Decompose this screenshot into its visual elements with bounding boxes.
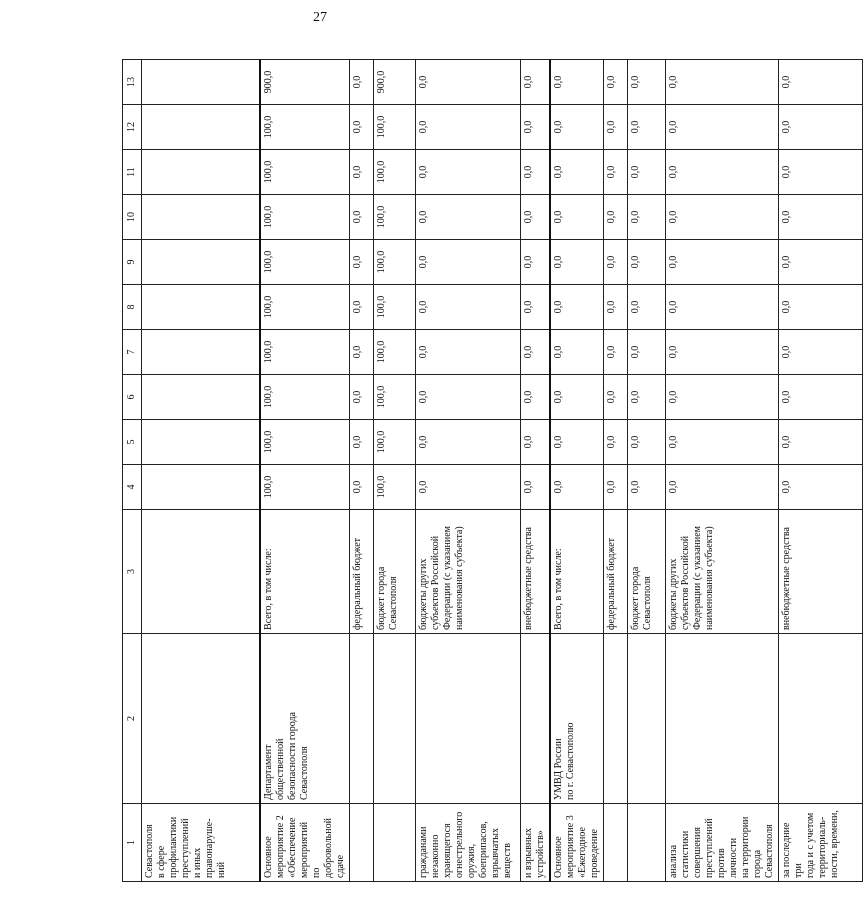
value-cell: 100,0 [373, 105, 415, 150]
executor-cell [628, 634, 666, 804]
value-cell: 0,0 [349, 240, 373, 285]
executor-cell [349, 634, 373, 804]
value-cell: 0,0 [349, 105, 373, 150]
executor-cell [142, 634, 260, 804]
column-number-cell: 9 [123, 240, 142, 285]
value-cell: 100,0 [373, 330, 415, 375]
value-cell: 100,0 [373, 285, 415, 330]
table-row [349, 60, 373, 882]
value-cell: 0,0 [550, 420, 604, 465]
value-cell: 900,0 [373, 60, 415, 105]
value-cell: 100,0 [260, 150, 350, 195]
executor-cell: Департамент общественной безопасности города Севастополя [260, 634, 350, 804]
value-cell: 0,0 [415, 240, 520, 285]
funding-source-cell: федеральный бюджет [349, 510, 373, 634]
value-cell [142, 240, 260, 285]
rotated-table-container [122, 60, 840, 882]
value-cell: 0,0 [779, 420, 863, 465]
value-cell: 0,0 [415, 60, 520, 105]
value-cell: 100,0 [260, 330, 350, 375]
value-cell: 0,0 [666, 330, 779, 375]
funding-source-cell: бюджеты других субъектов Российской Федерации (с указанием наименования субъекта) [666, 510, 779, 634]
value-cell: 0,0 [349, 285, 373, 330]
value-cell: 0,0 [779, 330, 863, 375]
funding-source-cell: внебюджетные средства [520, 510, 550, 634]
value-cell: 100,0 [373, 150, 415, 195]
value-cell: 0,0 [779, 240, 863, 285]
value-cell: 0,0 [415, 195, 520, 240]
column-number-cell: 13 [123, 60, 142, 105]
value-cell: 0,0 [415, 375, 520, 420]
value-cell: 0,0 [779, 195, 863, 240]
funding-source-cell: федеральный бюджет [604, 510, 628, 634]
value-cell: 0,0 [779, 60, 863, 105]
column-number-cell: 11 [123, 150, 142, 195]
measure-name-cell: анализа статистики совершения преступлений против личности на территории города Севастополя [666, 804, 779, 882]
value-cell: 0,0 [550, 60, 604, 105]
value-cell: 0,0 [415, 105, 520, 150]
funding-source-cell [142, 510, 260, 634]
value-cell: 0,0 [666, 195, 779, 240]
value-cell: 0,0 [520, 105, 550, 150]
value-cell: 0,0 [349, 420, 373, 465]
value-cell: 0,0 [415, 420, 520, 465]
executor-cell [666, 634, 779, 804]
budget-table [122, 59, 863, 882]
value-cell [142, 150, 260, 195]
value-cell: 0,0 [628, 375, 666, 420]
executor-cell [373, 634, 415, 804]
value-cell: 0,0 [604, 465, 628, 510]
value-cell: 0,0 [604, 285, 628, 330]
executor-cell: УМВД России по г. Севастополю [550, 634, 604, 804]
value-cell: 100,0 [373, 240, 415, 285]
value-cell: 0,0 [520, 375, 550, 420]
measure-name-cell: Основное мероприятие 2 «Обеспечение мероприятий по добровольной сдаче [260, 804, 350, 882]
funding-source-cell: бюджеты других субъектов Российской Федерации (с указанием наименования субъекта) [415, 510, 520, 634]
value-cell: 0,0 [415, 330, 520, 375]
value-cell: 0,0 [628, 105, 666, 150]
value-cell: 0,0 [666, 285, 779, 330]
value-cell: 0,0 [520, 285, 550, 330]
value-cell: 0,0 [628, 60, 666, 105]
value-cell: 100,0 [260, 285, 350, 330]
value-cell: 0,0 [604, 330, 628, 375]
measure-name-cell [349, 804, 373, 882]
value-cell: 100,0 [373, 465, 415, 510]
column-number-cell: 6 [123, 375, 142, 420]
value-cell: 0,0 [628, 150, 666, 195]
value-cell: 100,0 [373, 195, 415, 240]
funding-source-cell: бюджет города Севастополя [373, 510, 415, 634]
column-number-cell: 4 [123, 465, 142, 510]
value-cell: 0,0 [415, 285, 520, 330]
value-cell: 0,0 [604, 375, 628, 420]
funding-source-cell: Всего, в том числе: [550, 510, 604, 634]
value-cell: 0,0 [779, 285, 863, 330]
table-row [666, 60, 779, 882]
table-row [373, 60, 415, 882]
value-cell [142, 60, 260, 105]
measure-name-cell: гражданами незаконно хранящегося огнестрельного оружия, боеприпасов, взрывчатых веществ [415, 804, 520, 882]
value-cell: 0,0 [550, 285, 604, 330]
value-cell: 0,0 [666, 375, 779, 420]
value-cell: 0,0 [604, 195, 628, 240]
value-cell [142, 420, 260, 465]
value-cell: 0,0 [349, 330, 373, 375]
table-row [415, 60, 520, 882]
value-cell: 0,0 [779, 150, 863, 195]
value-cell: 0,0 [628, 285, 666, 330]
value-cell: 0,0 [415, 465, 520, 510]
value-cell: 0,0 [349, 150, 373, 195]
value-cell: 0,0 [550, 330, 604, 375]
value-cell: 900,0 [260, 60, 350, 105]
column-number-cell: 2 [123, 634, 142, 804]
table-row [604, 60, 628, 882]
value-cell: 0,0 [520, 150, 550, 195]
value-cell: 0,0 [666, 105, 779, 150]
table-row [260, 60, 350, 882]
value-cell: 0,0 [550, 105, 604, 150]
value-cell: 0,0 [666, 150, 779, 195]
funding-source-cell: внебюджетные средства [779, 510, 863, 634]
executor-cell [604, 634, 628, 804]
page-number: 27 [313, 10, 327, 25]
value-cell: 100,0 [260, 240, 350, 285]
value-cell [142, 285, 260, 330]
measure-name-cell [604, 804, 628, 882]
value-cell [142, 375, 260, 420]
value-cell: 0,0 [520, 240, 550, 285]
table-row [550, 60, 604, 882]
column-number-cell: 10 [123, 195, 142, 240]
executor-cell [520, 634, 550, 804]
column-number-row [123, 60, 142, 882]
measure-name-cell [373, 804, 415, 882]
value-cell: 100,0 [260, 195, 350, 240]
measure-name-cell: Основное мероприятие 3 «Ежегодное проведение [550, 804, 604, 882]
column-number-cell: 3 [123, 510, 142, 634]
value-cell: 0,0 [604, 240, 628, 285]
executor-cell [415, 634, 520, 804]
value-cell: 0,0 [550, 240, 604, 285]
value-cell: 100,0 [260, 420, 350, 465]
value-cell: 0,0 [628, 240, 666, 285]
value-cell: 0,0 [666, 240, 779, 285]
measure-name-cell: Севастополя в сфере профилактики преступлений и иных правонаруше- ний [142, 804, 260, 882]
value-cell: 0,0 [550, 375, 604, 420]
value-cell: 0,0 [349, 465, 373, 510]
value-cell: 0,0 [520, 60, 550, 105]
value-cell: 0,0 [550, 150, 604, 195]
column-number-cell: 8 [123, 285, 142, 330]
value-cell: 0,0 [604, 105, 628, 150]
value-cell: 0,0 [550, 465, 604, 510]
value-cell: 0,0 [628, 465, 666, 510]
value-cell: 0,0 [604, 420, 628, 465]
value-cell [142, 330, 260, 375]
value-cell: 0,0 [628, 330, 666, 375]
value-cell: 0,0 [779, 375, 863, 420]
value-cell: 0,0 [779, 105, 863, 150]
table-body [123, 60, 863, 882]
value-cell: 0,0 [666, 420, 779, 465]
funding-source-cell: Всего, в том числе: [260, 510, 350, 634]
measure-name-cell: и взрывных устройств» [520, 804, 550, 882]
value-cell: 0,0 [666, 465, 779, 510]
column-number-cell: 7 [123, 330, 142, 375]
value-cell: 100,0 [373, 375, 415, 420]
value-cell: 0,0 [520, 330, 550, 375]
table-row [142, 60, 260, 882]
value-cell [142, 195, 260, 240]
value-cell: 0,0 [604, 150, 628, 195]
value-cell: 100,0 [260, 105, 350, 150]
table-row [779, 60, 863, 882]
table-row [628, 60, 666, 882]
value-cell: 100,0 [373, 420, 415, 465]
value-cell: 100,0 [260, 465, 350, 510]
value-cell: 0,0 [604, 60, 628, 105]
value-cell: 0,0 [349, 195, 373, 240]
value-cell: 0,0 [349, 60, 373, 105]
measure-name-cell [628, 804, 666, 882]
value-cell: 0,0 [666, 60, 779, 105]
executor-cell [779, 634, 863, 804]
value-cell: 0,0 [628, 195, 666, 240]
funding-source-cell: бюджет города Севастополя [628, 510, 666, 634]
measure-name-cell: за последние три года и с учетом территориаль- ности, времени, [779, 804, 863, 882]
value-cell: 0,0 [520, 420, 550, 465]
value-cell: 0,0 [520, 195, 550, 240]
value-cell: 0,0 [520, 465, 550, 510]
value-cell: 0,0 [779, 465, 863, 510]
column-number-cell: 12 [123, 105, 142, 150]
table-row [520, 60, 550, 882]
value-cell [142, 105, 260, 150]
value-cell: 0,0 [349, 375, 373, 420]
value-cell: 0,0 [550, 195, 604, 240]
value-cell: 0,0 [628, 420, 666, 465]
value-cell: 0,0 [415, 150, 520, 195]
value-cell [142, 465, 260, 510]
value-cell: 100,0 [260, 375, 350, 420]
column-number-cell: 1 [123, 804, 142, 882]
column-number-cell: 5 [123, 420, 142, 465]
